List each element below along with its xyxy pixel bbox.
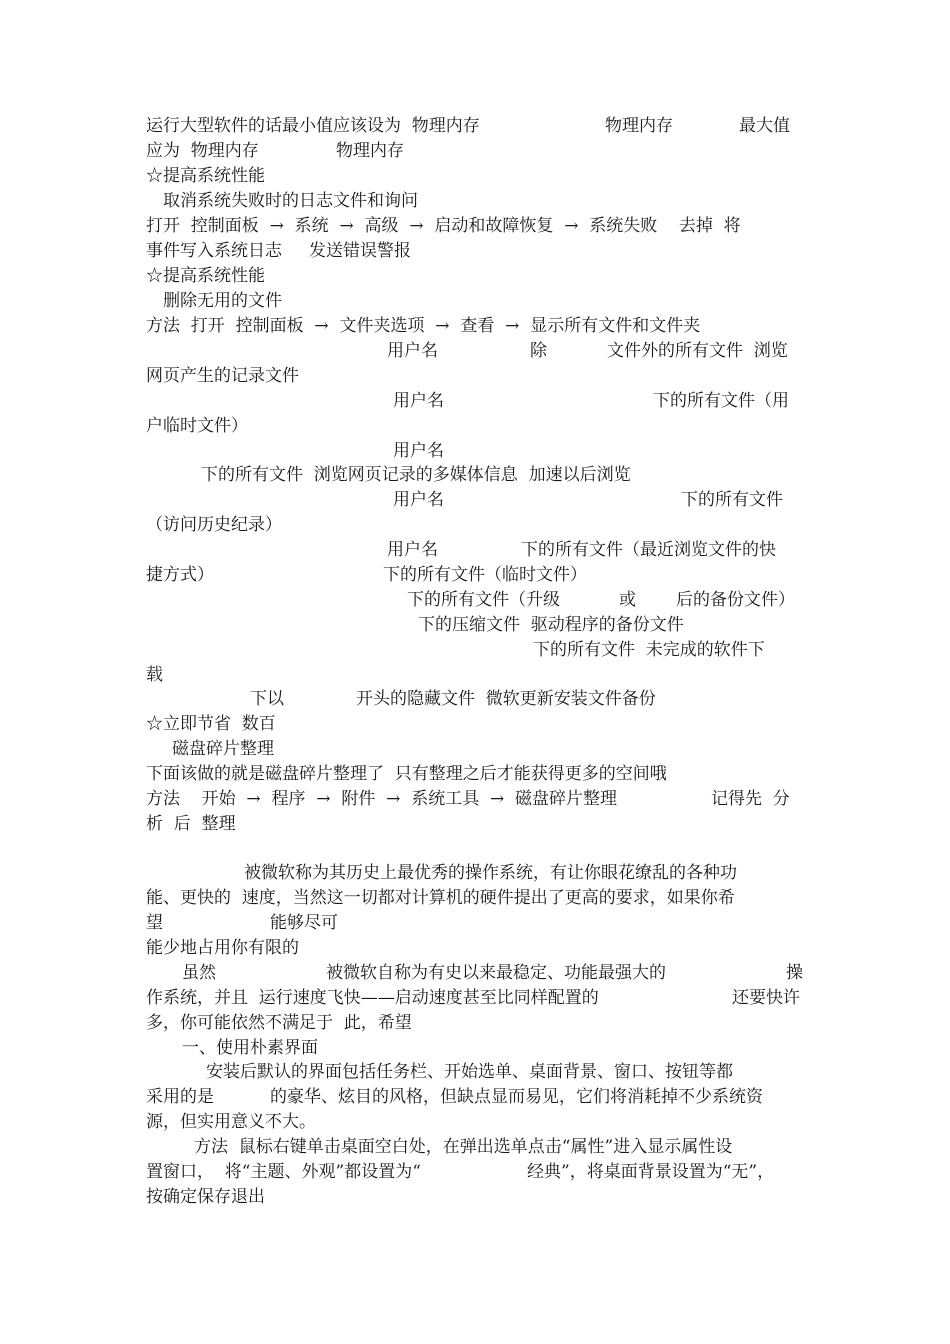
- text-line: 用户名: [393, 441, 444, 461]
- subheading: 删除无用的文件: [163, 291, 282, 311]
- paragraph-line: 方法 鼠标右键单击桌面空白处，在弹出选单点击“属性”进入显示属性设: [194, 1137, 733, 1157]
- paragraph-line: 虽然: [182, 963, 216, 983]
- section-heading: ☆提高系统性能: [146, 166, 265, 186]
- paragraph-line: 经典”，将桌面背景设置为“无”，: [527, 1162, 775, 1182]
- text-line: 户临时文件）: [146, 416, 248, 436]
- section-heading: ☆立即节省 数百: [146, 714, 276, 734]
- paragraph-line: 能少地占用你有限的: [146, 938, 299, 958]
- text-line: 方法 开始 → 程序 → 附件 → 系统工具 → 磁盘碎片整理: [146, 789, 618, 809]
- text-line: 开头的隐藏文件 微软更新安装文件备份: [356, 689, 656, 709]
- text-line: 下面该做的就是磁盘碎片整理了 只有整理之后才能获得更多的空间哦: [146, 764, 667, 784]
- text-line: 打开 控制面板 → 系统 → 高级 → 启动和故障恢复 → 系统失败 去掉 将: [146, 216, 741, 236]
- text-line: 网页产生的记录文件: [146, 366, 299, 386]
- text-line: 下的所有文件（临时文件）: [383, 565, 587, 585]
- text-line: 用户名: [393, 490, 444, 510]
- text-line: 下的所有文件 未完成的软件下: [533, 640, 765, 660]
- text-line: 除: [530, 341, 547, 361]
- text-line: 下以: [250, 689, 284, 709]
- text-line: （访问历史纪录）: [146, 515, 282, 535]
- text-line: 用户名: [393, 391, 444, 411]
- subheading: 磁盘碎片整理: [172, 739, 274, 759]
- text-line: 文件外的所有文件 浏览: [607, 341, 788, 361]
- text-line: 捷方式）: [146, 565, 214, 585]
- subheading: 一、使用朴素界面: [182, 1038, 318, 1058]
- text-line: 下的所有文件（用: [653, 391, 789, 411]
- text-line: 析 后 整理: [146, 814, 236, 834]
- text-line: 物理内存: [336, 141, 404, 161]
- text-line: 最大值: [739, 116, 790, 136]
- section-heading: ☆提高系统性能: [146, 266, 265, 286]
- text-line: 事件写入系统日志 发送错误警报: [146, 241, 412, 261]
- paragraph-line: 源，但实用意义不大。: [146, 1112, 316, 1132]
- text-line: 后的备份文件）: [676, 590, 795, 610]
- paragraph-line: 被微软自称为有史以来最稳定、功能最强大的: [326, 963, 666, 983]
- paragraph-line: 还要快许: [732, 988, 800, 1008]
- paragraph-line: 采用的是: [146, 1087, 214, 1107]
- paragraph-line: 的豪华、炫目的风格，但缺点显而易见，它们将消耗掉不少系统资: [270, 1087, 763, 1107]
- text-line: 运行大型软件的话最小值应该设为 物理内存: [146, 116, 480, 136]
- subheading: 取消系统失败时的日志文件和询问: [163, 191, 418, 211]
- text-line: 用户名: [387, 540, 438, 560]
- paragraph-line: 置窗口， 将“主题、外观”都设置为“: [146, 1162, 421, 1182]
- text-line: 记得先 分: [711, 789, 790, 809]
- text-line: 下的所有文件 浏览网页记录的多媒体信息 加速以后浏览: [201, 465, 631, 485]
- paragraph-line: 能够尽可: [270, 913, 338, 933]
- text-line: 下的压缩文件 驱动程序的备份文件: [418, 615, 684, 635]
- paragraph-line: 多，你可能依然不满足于 此，希望: [146, 1013, 412, 1033]
- text-line: 下的所有文件（升级: [407, 590, 560, 610]
- text-line: 物理内存: [605, 116, 673, 136]
- paragraph-line: 按确定保存退出: [146, 1187, 265, 1207]
- text-line: 应为 物理内存: [146, 141, 259, 161]
- text-line: 或: [619, 590, 636, 610]
- text-line: 下的所有文件: [681, 490, 783, 510]
- text-line: 载: [146, 665, 163, 685]
- paragraph-line: 安装后默认的界面包括任务栏、开始选单、桌面背景、窗口、按钮等都: [206, 1062, 733, 1082]
- paragraph-line: 操: [786, 963, 803, 983]
- paragraph-line: 被微软称为其历史上最优秀的操作系统，有让你眼花缭乱的各种功: [244, 863, 737, 883]
- text-line: 下的所有文件（最近浏览文件的快: [521, 540, 776, 560]
- text-line: 方法 打开 控制面板 → 文件夹选项 → 查看 → 显示所有文件和文件夹: [146, 316, 701, 336]
- paragraph-line: 作系统，并且 运行速度飞快——启动速度甚至比同样配置的: [146, 988, 599, 1008]
- text-line: 用户名: [387, 341, 438, 361]
- paragraph-line: 望: [146, 913, 163, 933]
- paragraph-line: 能、更快的 速度，当然这一切都对计算机的硬件提出了更高的要求，如果你希: [146, 888, 735, 908]
